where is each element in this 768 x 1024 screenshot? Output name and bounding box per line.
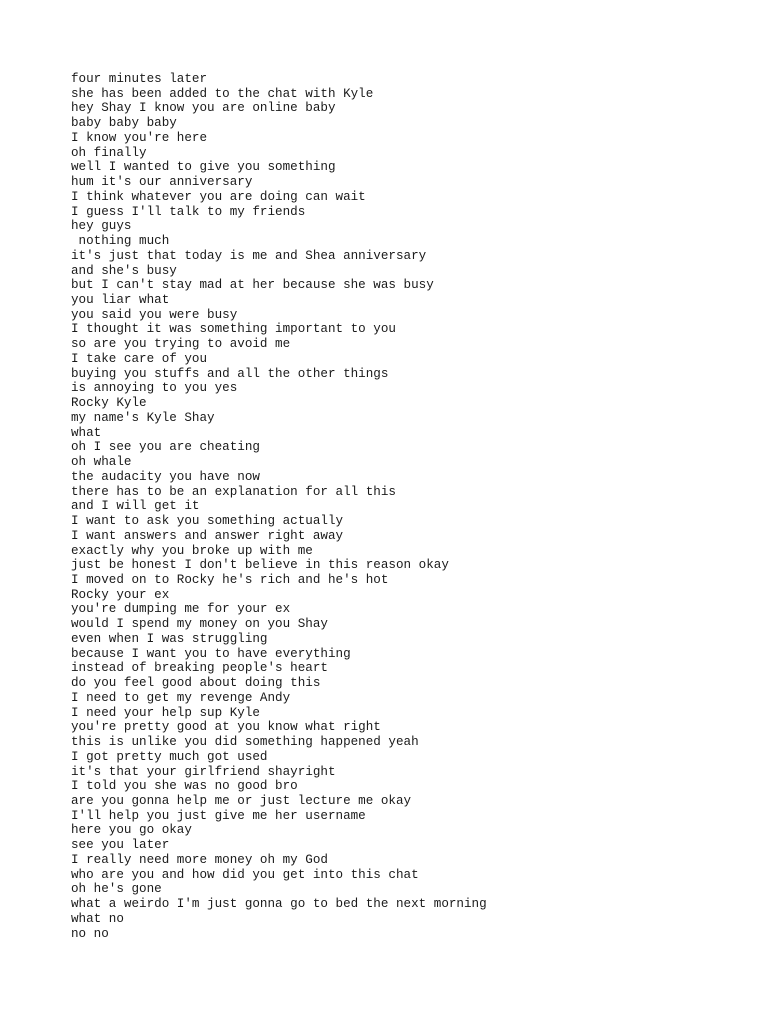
transcript-line: Rocky your ex: [71, 587, 170, 602]
transcript-line: I want answers and answer right away: [71, 528, 344, 543]
transcript-line: what: [71, 425, 102, 440]
transcript-line: well I wanted to give you something: [71, 160, 336, 175]
transcript-line: what a weirdo I'm just gonna go to bed the next morning: [71, 897, 487, 912]
transcript-line: I guess I'll talk to my friends: [71, 204, 306, 219]
transcript-line: but I can't stay mad at her because she was busy: [71, 278, 434, 293]
transcript-line: you're dumping me for your ex: [71, 602, 291, 617]
transcript-line: you liar what: [71, 293, 170, 308]
transcript-line: you're pretty good at you know what right: [71, 720, 381, 735]
transcript-line: baby baby baby: [71, 116, 177, 131]
transcript-line: hey Shay I know you are online baby: [71, 101, 336, 116]
transcript-line: Rocky Kyle: [71, 396, 147, 411]
transcript-line: oh whale: [71, 455, 132, 470]
transcript-line: there has to be an explanation for all this: [71, 484, 396, 499]
transcript-line: are you gonna help me or just lecture me okay: [71, 793, 412, 808]
transcript-line: the audacity you have now: [71, 469, 260, 484]
transcript-line: here you go okay: [71, 823, 192, 838]
transcript-line: I take care of you: [71, 351, 208, 366]
transcript-line: nothing much: [71, 234, 170, 249]
transcript-line: and I will get it: [71, 499, 200, 514]
transcript-line: and she's busy: [71, 263, 177, 278]
transcript-line: do you feel good about doing this: [71, 676, 321, 691]
transcript-line: I'll help you just give me her username: [71, 808, 366, 823]
transcript-line: I want to ask you something actually: [71, 514, 344, 529]
transcript-line: oh I see you are cheating: [71, 440, 260, 455]
transcript-line: what no: [71, 911, 124, 926]
transcript-line: just be honest I don't believe in this reason okay: [71, 558, 449, 573]
transcript-line: it's just that today is me and Shea anniversary: [71, 248, 427, 263]
transcript-line: no no: [71, 926, 109, 941]
transcript-text: [71, 72, 751, 941]
transcript-line: see you later: [71, 838, 170, 853]
transcript-line: exactly why you broke up with me: [71, 543, 313, 558]
transcript-line: because I want you to have everything: [71, 646, 351, 661]
transcript-line: I need to get my revenge Andy: [71, 690, 291, 705]
transcript-line: she has been added to the chat with Kyle: [71, 86, 374, 101]
transcript-line: even when I was struggling: [71, 631, 268, 646]
transcript-line: would I spend my money on you Shay: [71, 617, 328, 632]
transcript-line: oh finally: [71, 145, 147, 160]
transcript-line: four minutes later: [71, 72, 208, 86]
transcript-line: I think whatever you are doing can wait: [71, 189, 366, 204]
transcript-line: buying you stuffs and all the other things: [71, 366, 389, 381]
transcript-line: I really need more money oh my God: [71, 852, 328, 867]
transcript-line: my name's Kyle Shay: [71, 410, 215, 425]
transcript-line: oh he's gone: [71, 882, 162, 897]
transcript-line: this is unlike you did something happened yeah: [71, 735, 419, 750]
transcript-line: who are you and how did you get into this chat: [71, 867, 419, 882]
transcript-line: you said you were busy: [71, 307, 238, 322]
transcript-line: I know you're here: [71, 130, 208, 145]
transcript-line: is annoying to you yes: [71, 381, 238, 396]
transcript-line: I moved on to Rocky he's rich and he's hot: [71, 572, 389, 587]
transcript-line: I need your help sup Kyle: [71, 705, 260, 720]
transcript-line: hey guys: [71, 219, 132, 234]
transcript-line: I got pretty much got used: [71, 749, 268, 764]
transcript-line: instead of breaking people's heart: [71, 661, 328, 676]
transcript-line: hum it's our anniversary: [71, 175, 253, 190]
transcript-line: it's that your girlfriend shayright: [71, 764, 336, 779]
transcript-line: I told you she was no good bro: [71, 779, 298, 794]
transcript-line: so are you trying to avoid me: [71, 337, 291, 352]
transcript-line: I thought it was something important to you: [71, 322, 396, 337]
